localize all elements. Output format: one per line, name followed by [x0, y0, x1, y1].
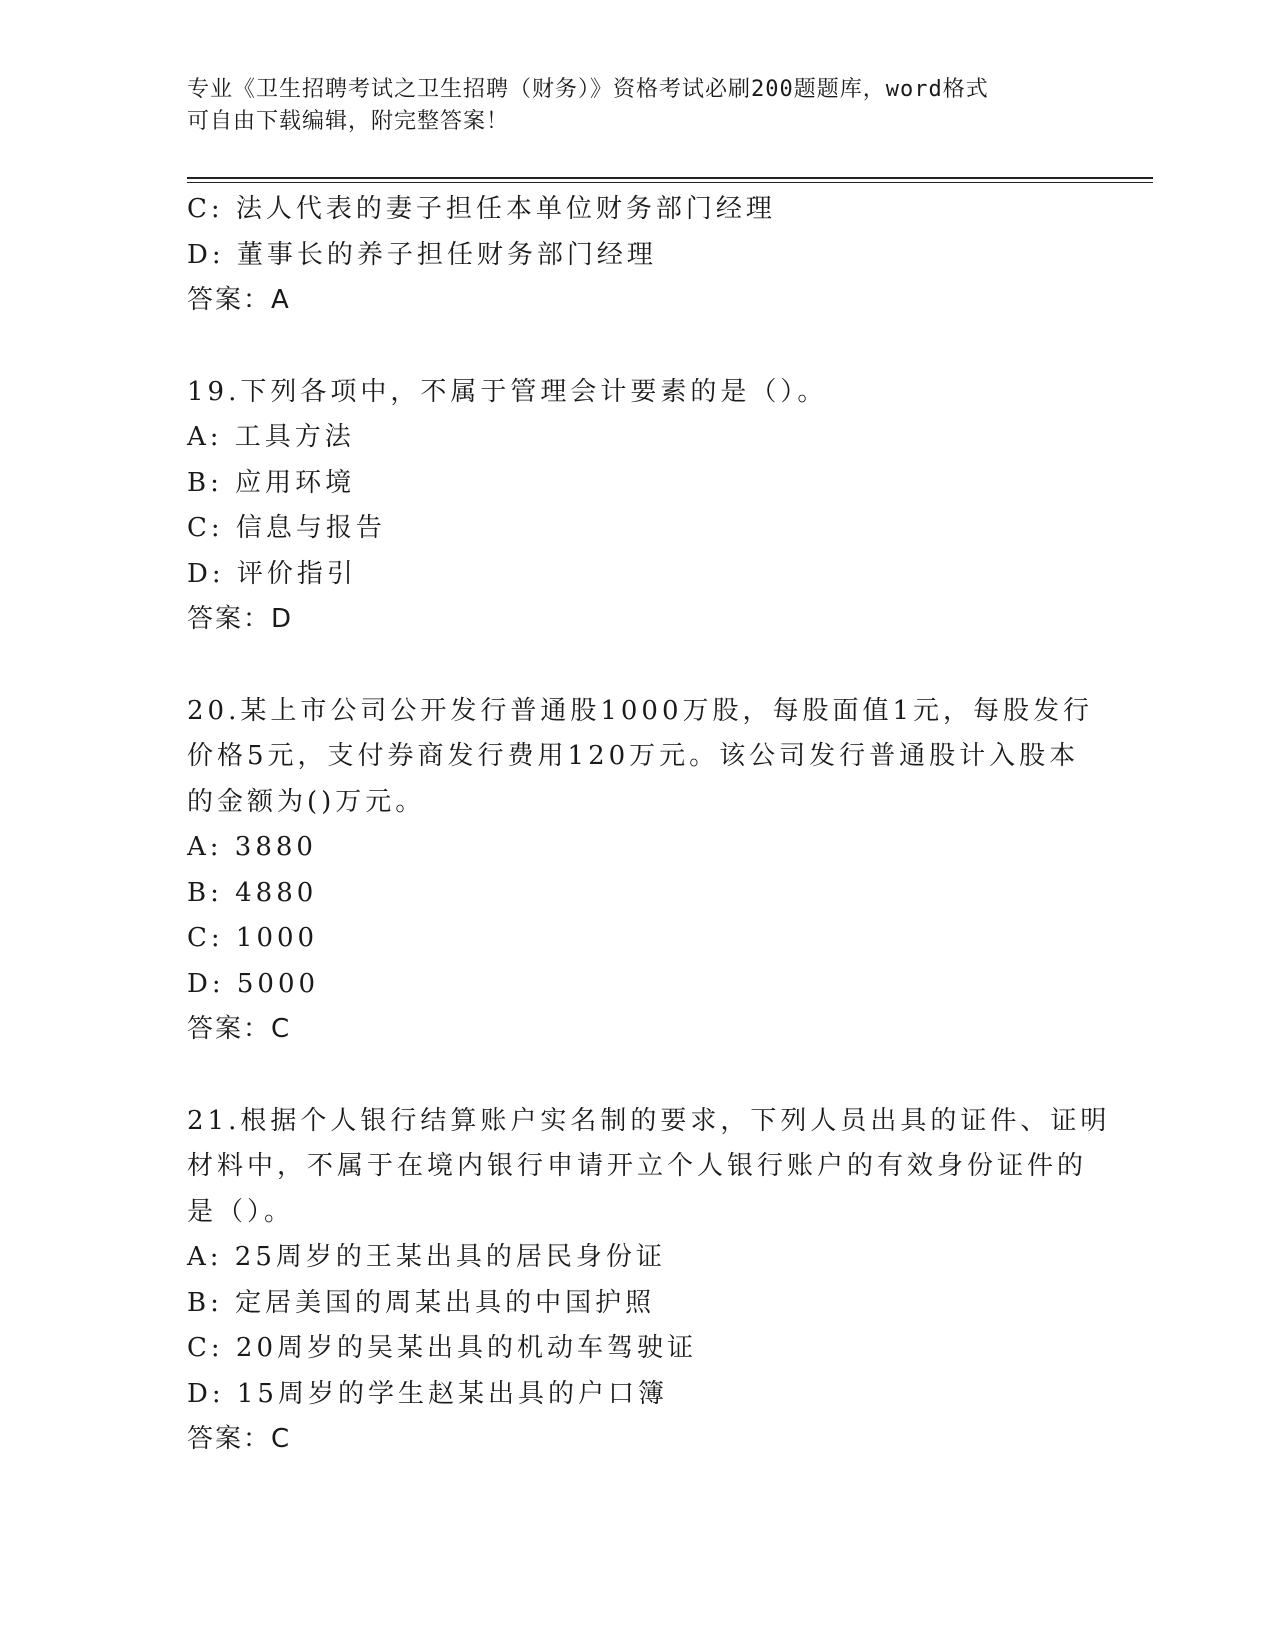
question-block-19 [187, 370, 1087, 643]
option-a: A: 25周岁的王某出具的居民身份证 [187, 1242, 666, 1272]
option-b: B: 定居美国的周某出具的中国护照 [187, 1287, 656, 1318]
question-stem: 材料中，不属于在境内银行申请开立个人银行账户的有效身份证件的 [187, 1151, 1088, 1181]
option-a: A: 3880 [187, 832, 317, 862]
option-d: D: 15周岁的学生赵某出具的户口簿 [187, 1378, 668, 1409]
question-block-18 [187, 187, 1087, 324]
option-d: D: 董事长的养子担任财务部门经理 [187, 239, 657, 270]
question-stem: 19.下列各项中，不属于管理会计要素的是（）。 [187, 376, 828, 407]
answer-line: 答案：A [187, 285, 291, 315]
question-stem: 是（）。 [187, 1196, 295, 1227]
spacer [187, 1053, 1087, 1099]
option-b: B: 4880 [187, 877, 318, 908]
option-a: A: 工具方法 [187, 422, 355, 452]
header-title-line-1: 专业《卫生招聘考试之卫生招聘（财务）》资格考试必刷200题题库，word格式 [187, 77, 989, 102]
question-stem: 价格5元，支付券商发行费用120万元。该公司发行普通股计入股本 [187, 741, 1080, 771]
option-c: C: 20周岁的吴某出具的机动车驾驶证 [187, 1333, 698, 1363]
option-d: D: 5000 [187, 968, 320, 999]
question-block-21 [187, 1099, 1111, 1463]
document-body [187, 187, 1111, 1463]
question-stem: 20.某上市公司公开发行普通股1000万股，每股面值1元，每股发行 [187, 695, 1094, 726]
answer-line: 答案：D [187, 604, 294, 634]
document-header [187, 74, 1087, 138]
header-divider-thin [187, 182, 1153, 183]
answer-line: 答案：C [187, 1014, 292, 1044]
spacer [187, 324, 1087, 370]
header-divider-thick [187, 177, 1153, 179]
option-c: C: 信息与报告 [187, 513, 386, 543]
question-stem: 的金额为()万元。 [187, 786, 426, 817]
option-b: B: 应用环境 [187, 467, 356, 498]
header-title-line-2: 可自由下载编辑，附完整答案！ [187, 109, 510, 134]
spacer [187, 643, 1087, 689]
option-c: C: 法人代表的妻子担任本单位财务部门经理 [187, 194, 776, 224]
option-d: D: 评价指引 [187, 558, 357, 589]
answer-line: 答案：C [187, 1424, 292, 1454]
question-block-20 [187, 689, 1094, 1053]
question-stem: 21.根据个人银行结算账户实名制的要求，下列人员出具的证件、证明 [187, 1105, 1111, 1136]
option-c: C: 1000 [187, 923, 319, 953]
